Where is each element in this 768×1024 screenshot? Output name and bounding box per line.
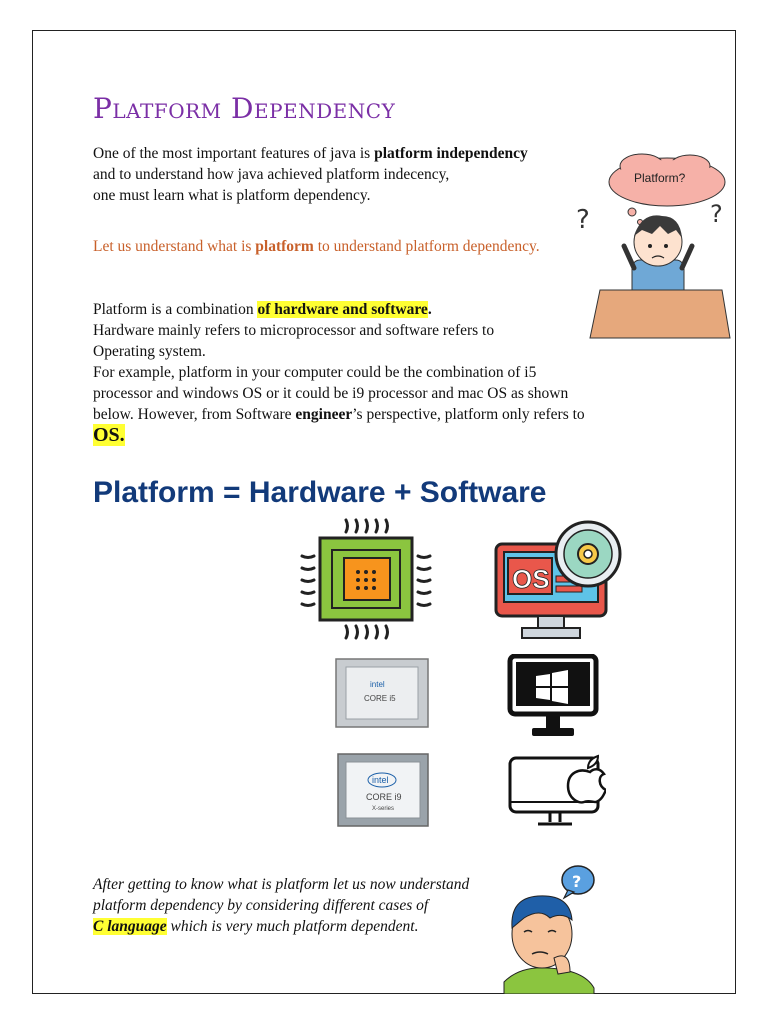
definition-l2: Hardware mainly refers to microprocessor and software refers to — [93, 322, 495, 339]
person-icon — [504, 896, 594, 994]
intro-line2: and to understand how java achieved platform indecency, — [93, 166, 450, 183]
os-monitor-icon — [494, 518, 628, 642]
intel-core-i5-chip-icon — [330, 655, 434, 731]
i9-model: CORE i9 — [366, 792, 402, 802]
bubble-label: Platform? — [634, 171, 686, 185]
i9-brand: intel — [372, 775, 389, 785]
intro-paragraph — [93, 143, 528, 206]
i5-brand: intel — [370, 680, 385, 689]
question-mark-icon: ? — [576, 205, 590, 235]
understand-pre: Let us understand what is — [93, 238, 256, 255]
intro-line3: one must learn what is platform dependency. — [93, 187, 371, 204]
apple-logo-icon — [568, 756, 606, 802]
thinking-person-illustration — [484, 862, 614, 994]
closing-l1: After getting to know what is platform let us now understand — [93, 876, 470, 893]
mac-monitor-icon — [506, 752, 606, 830]
definition-os: OS. — [93, 424, 125, 446]
definition-l1-end: . — [427, 301, 432, 318]
definition-paragraph — [93, 299, 585, 447]
page-title: Platform Dependency — [93, 92, 396, 125]
intel-core-i9-chip-icon — [334, 750, 432, 830]
closing-highlight: C language — [93, 918, 167, 935]
question-mark-icon: ? — [572, 872, 582, 891]
i9-sub: X-series — [372, 806, 395, 812]
question-bubble-icon — [562, 866, 594, 898]
closing-l3: which is very much platform dependent. — [166, 918, 419, 935]
understand-bold: platform — [255, 238, 314, 255]
closing-paragraph — [93, 874, 469, 937]
os-label: OS — [512, 564, 550, 594]
windows-monitor-icon — [506, 654, 600, 740]
i5-model: CORE i5 — [364, 694, 396, 703]
definition-l6-post: ’s perspective, platform only refers to — [352, 406, 585, 423]
intro-bold: platform independency — [374, 145, 528, 162]
definition-highlight: of hardware and software — [257, 301, 428, 318]
question-mark-icon: ? — [710, 200, 723, 228]
definition-l1: Platform is a combination — [93, 301, 258, 318]
closing-l2: platform dependency by considering different cases of — [93, 897, 429, 914]
definition-l6: below. However, from Software — [93, 406, 296, 423]
platform-formula: Platform = Hardware + Software — [93, 476, 547, 509]
definition-engineer: engineer — [295, 406, 353, 423]
confused-kid-illustration — [572, 150, 732, 345]
understand-post: to understand platform dependency. — [313, 238, 540, 255]
intro-line1: One of the most important features of java is — [93, 145, 375, 162]
desk-icon — [590, 290, 730, 338]
definition-l4: For example, platform in your computer could be the combination of i5 — [93, 364, 537, 381]
microprocessor-icon — [298, 516, 434, 642]
definition-l5: processor and windows OS or it could be i9 processor and mac OS as shown — [93, 385, 569, 402]
thought-bubble-icon — [609, 154, 725, 225]
definition-l3: Operating system. — [93, 343, 206, 360]
understand-line — [93, 236, 540, 257]
